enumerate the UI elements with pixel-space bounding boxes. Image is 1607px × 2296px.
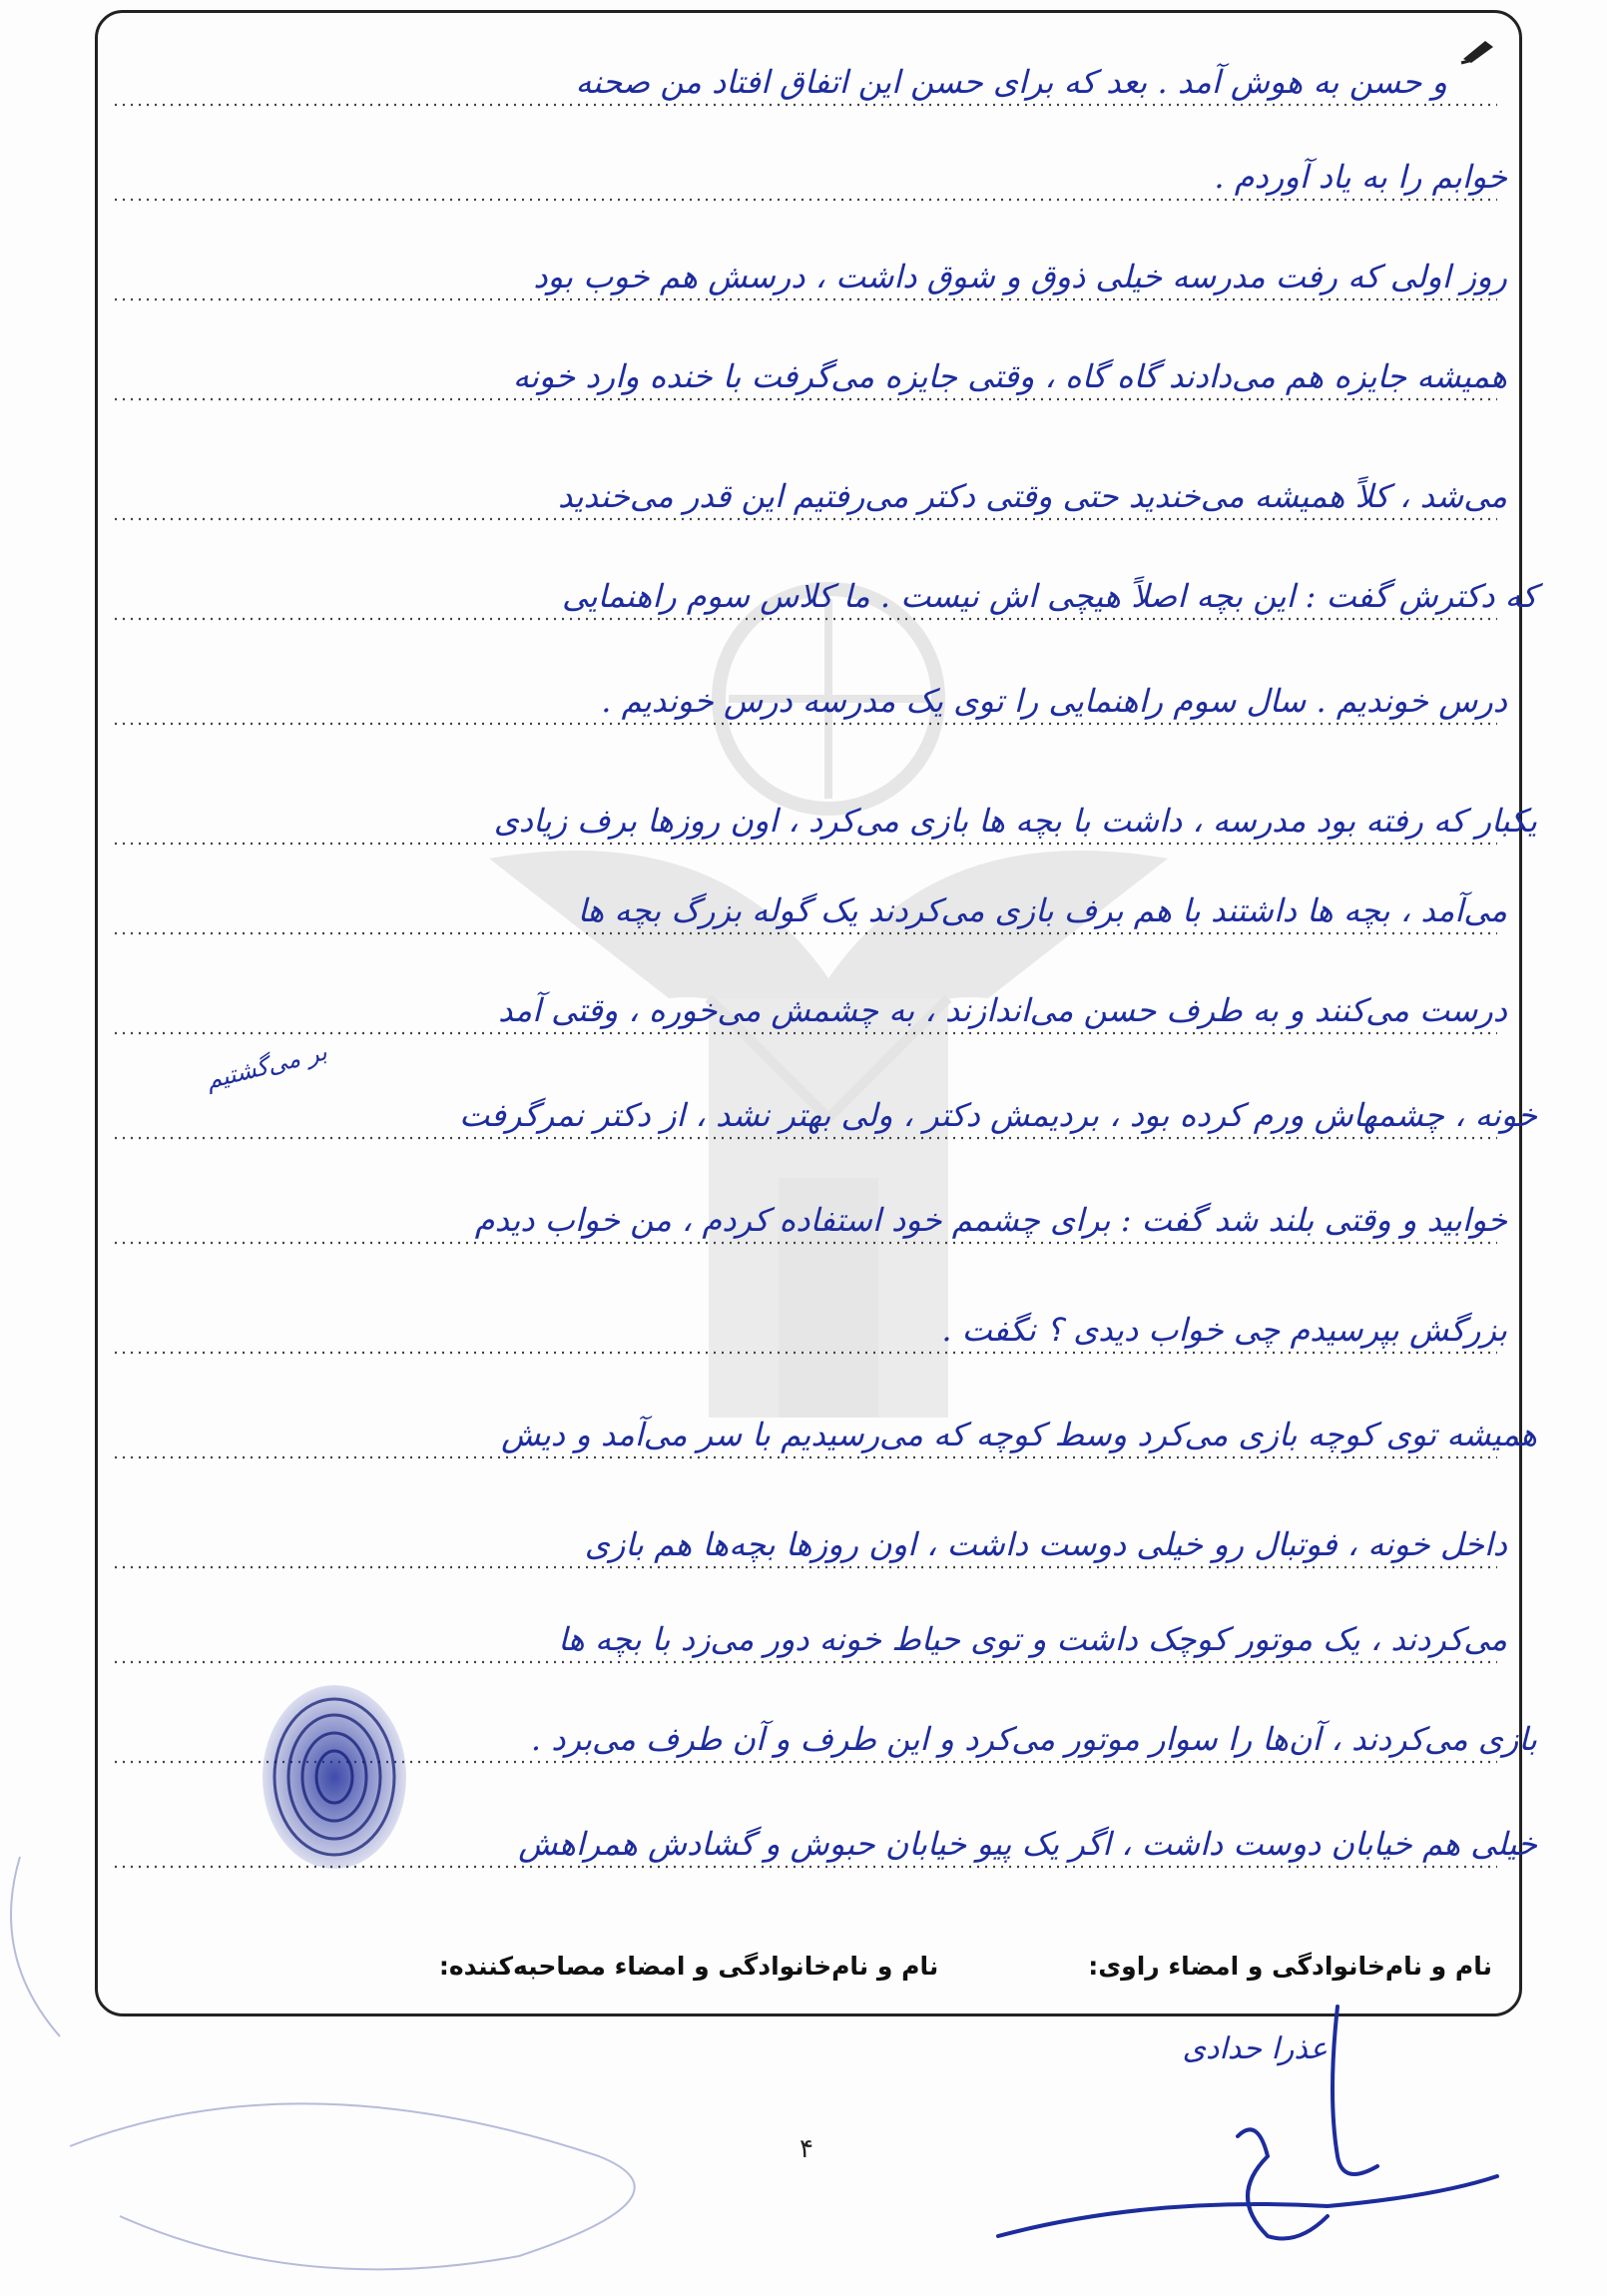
handwritten-line: خونه ، چشمهاش ورم کرده بود ، بردیمش دکتر ، ولی بهتر نشد ، از دکتر نمرگرفت <box>459 1096 1537 1134</box>
handwritten-line: بزرگش بپرسیدم چی خواب دیدی ؟ نگفت . <box>941 1311 1507 1349</box>
handwritten-line: درست می‌کنند و به طرف حسن می‌اندازند ، به چشمش می‌خوره ، وقتی آمد <box>498 991 1507 1029</box>
handwritten-line: خوابید و وقتی بلند شد گفت : برای چشمم خود استفاده کردم ، من خواب دیدم <box>474 1201 1507 1239</box>
handwritten-line: بازی می‌کردند ، آن‌ها را سوار موتور می‌کرد و این طرف و آن طرف می‌برد . <box>530 1720 1537 1758</box>
handwritten-line: می‌شد ، کلاً همیشه می‌خندید حتی وقتی دکتر می‌رفتیم این قدر می‌خندید <box>557 477 1507 515</box>
handwritten-line: همیشه جایزه هم می‌دادند گاه گاه ، وقتی جایزه می‌گرفت با خنده وارد خونه <box>512 357 1507 395</box>
handwritten-line: می‌آمد ، بچه ها داشتند با هم برف بازی می‌کردند یک گوله بزرگ بچه ها <box>577 891 1507 929</box>
handwritten-line: خوابم را به یاد آوردم . <box>1214 158 1507 196</box>
page-number: ۴ <box>800 2134 813 2164</box>
handwritten-line: درس خوندیم . سال سوم راهنمایی را توی یک مدرسه درس خوندیم . <box>601 682 1507 720</box>
handwritten-line: که دکترش گفت : این بچه اصلاً هیچی اش نیست . ما کلاس سوم راهنمایی <box>562 577 1537 615</box>
handwritten-line: و حسن به هوش آمد . بعد که برای حسن این اتفاق افتاد من صحنه <box>575 63 1447 101</box>
handwritten-line: یکبار که رفته بود مدرسه ، داشت با بچه ها بازی می‌کرد ، اون روزها برف زیادی <box>493 802 1537 840</box>
interviewee-signature-label: نام و نام‌خانوادگی و امضاء راوی: <box>1088 1952 1492 1981</box>
handwritten-line: همیشه توی کوچه بازی می‌کرد وسط کوچه که می‌رسیدیم با سر می‌آمد و دیش <box>501 1416 1537 1453</box>
handwritten-line: روز اولی که رفت مدرسه خیلی ذوق و شوق داشت ، درسش هم خوب بود <box>533 258 1507 295</box>
handwritten-line: می‌کردند ، یک موتور کوچک داشت و توی حیاط خونه دور می‌زد با بچه ها <box>558 1620 1507 1658</box>
interviewer-signature-label: نام و نام‌خانوادگی و امضاء مصاحبه‌کننده: <box>438 1952 939 1981</box>
handwritten-line: داخل خونه ، فوتبال رو خیلی دوست داشت ، اون روزها بچه‌ها هم بازی <box>584 1525 1507 1563</box>
signature-labels-row <box>115 1952 1492 1981</box>
interviewer-name: عذرا حدادی <box>1182 2031 1328 2066</box>
handwritten-line: خیلی هم خیابان دوست داشت ، اگر یک پیو خیابان حبوش و گشادش همراهش <box>518 1825 1537 1863</box>
fingerprint-mark <box>250 1677 419 1877</box>
pen-icon <box>1459 35 1499 65</box>
margin-insertion: بر می‌گشتیم <box>203 1037 330 1095</box>
